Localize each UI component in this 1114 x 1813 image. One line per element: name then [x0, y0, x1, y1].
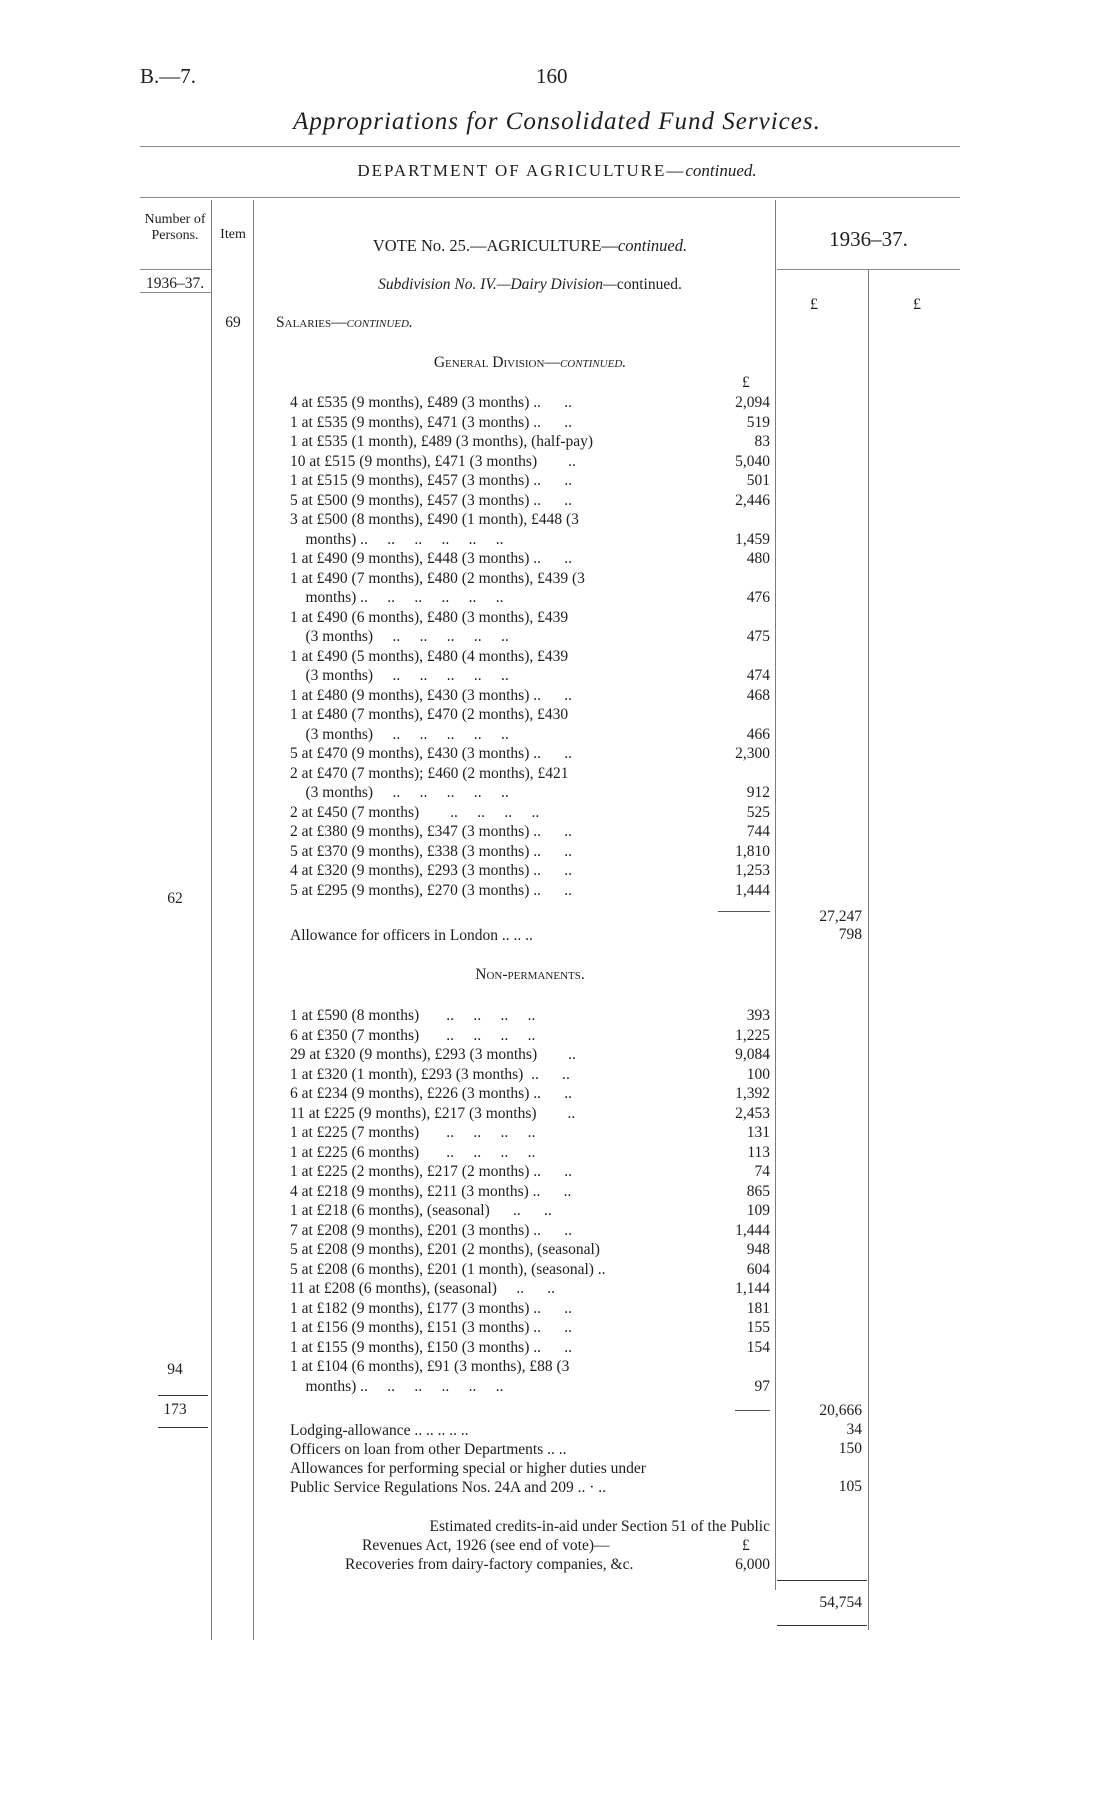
persons-sum-rule [158, 1395, 208, 1396]
credits-line-3: Recoveries from dairy-factory companies, &c. [345, 1556, 634, 1573]
allowances-row-1: Allowances for performing special or higher duties under [290, 1460, 646, 1477]
row-text: 1 at £535 (9 months), £471 (3 months) .. .. [290, 413, 572, 431]
row-text: 1 at £490 (6 months), £480 (3 months), £439 [290, 608, 569, 626]
grand-total: 54,754 [819, 1594, 862, 1611]
grand-total-rule-top [777, 1580, 867, 1581]
row-text: 6 at £234 (9 months), £226 (3 months) .. .. [290, 1085, 572, 1102]
non-permanent-row [290, 1123, 770, 1142]
non-permanent-row [290, 1045, 770, 1064]
row-text: (3 months) .. .. .. .. .. [290, 725, 509, 743]
row-text: 6 at £350 (7 months) .. .. .. .. [290, 1026, 536, 1044]
row-amount: 393 [746, 1007, 770, 1024]
persons-year: 1936–37. [145, 275, 205, 292]
credits-line-2: Revenues Act, 1926 (see end of vote)— [362, 1537, 610, 1554]
general-division-row [290, 452, 770, 471]
row-text: 1 at £225 (6 months) .. .. .. .. [290, 1143, 536, 1161]
row-amount: 83 [754, 433, 770, 450]
row-text: (3 months) .. .. .. .. .. [290, 667, 509, 684]
non-permanent-row [290, 1026, 770, 1045]
row-amount: 501 [746, 472, 770, 489]
persons-head-rule [140, 269, 211, 270]
allowances-row-2: Public Service Regulations Nos. 24A and 209 .. · .. [290, 1479, 606, 1496]
general-division-row [290, 627, 770, 646]
row-text: months) .. .. .. .. .. .. [290, 530, 504, 548]
general-division-row [290, 725, 770, 744]
row-text: months) .. .. .. .. .. .. [290, 589, 504, 606]
total-column-rule [868, 270, 869, 1630]
year-head-rule [777, 269, 960, 270]
general-persons: 62 [167, 890, 183, 907]
general-division-row [290, 647, 770, 666]
general-division-row [290, 842, 770, 861]
row-amount: 912 [746, 784, 770, 801]
report-code: B.—7. [140, 64, 197, 88]
row-text: months) .. .. .. .. .. .. [290, 1377, 504, 1395]
salaries-heading: Salaries—continued. [276, 314, 413, 331]
row-amount: 74 [754, 1163, 770, 1180]
non-permanent-row [290, 1377, 770, 1396]
row-amount: 744 [746, 823, 770, 840]
page-number: 160 [536, 64, 568, 88]
vote-title: VOTE No. 25.—AGRICULTURE—continued. [372, 236, 688, 255]
non-permanent-row [290, 1104, 770, 1123]
row-text: 1 at £590 (8 months) .. .. .. .. [290, 1007, 536, 1024]
on-loan-row: Officers on loan from other Departments .. .. [290, 1441, 567, 1458]
row-text: 4 at £535 (9 months), £489 (3 months) .. .. [290, 394, 572, 411]
row-amount: 476 [746, 589, 770, 606]
non-permanent-row [290, 1182, 770, 1201]
row-amount: 475 [746, 628, 770, 645]
row-amount: 154 [746, 1338, 770, 1356]
row-text: 29 at £320 (9 months), £293 (3 months) .. [290, 1046, 576, 1063]
non-permanent-row [290, 1240, 770, 1259]
non-permanent-row [290, 1006, 770, 1025]
row-text: 5 at £208 (9 months), £201 (2 months), (seasonal) [290, 1241, 600, 1258]
pound-sign-inner: £ [742, 374, 750, 391]
item-number: 69 [225, 314, 241, 331]
general-division-row [290, 432, 770, 451]
row-amount: 1,444 [735, 1221, 770, 1239]
persons-total-rule [158, 1427, 208, 1428]
row-text: 5 at £500 (9 months), £457 (3 months) .. .. [290, 491, 572, 509]
row-text: 1 at £156 (9 months), £151 (3 months) .. .. [290, 1319, 572, 1336]
non-permanent-row [290, 1318, 770, 1337]
row-text: 5 at £370 (9 months), £338 (3 months) .. .. [290, 842, 572, 860]
item-column-rule [253, 200, 254, 1640]
credits-pound-sign: £ [742, 1537, 750, 1554]
row-text: 1 at £490 (5 months), £480 (4 months), £439 [290, 647, 569, 665]
row-text: 1 at £320 (1 month), £293 (3 months) .. .. [290, 1065, 570, 1083]
dept-rule [140, 197, 960, 198]
row-text: 1 at £480 (9 months), £430 (3 months) .. .. [290, 686, 572, 704]
persons-column-rule [211, 200, 212, 1640]
row-amount: 865 [746, 1182, 770, 1200]
row-amount: 113 [747, 1143, 770, 1161]
general-division-row [290, 491, 770, 510]
row-text: 3 at £500 (8 months), £490 (1 month), £448 (3 [290, 511, 579, 528]
non-permanent-row [290, 1201, 770, 1220]
credits-line-1: Estimated credits-in-aid under Section 51 of the Public [429, 1518, 770, 1535]
row-text: 1 at £155 (9 months), £150 (3 months) .. .. [290, 1338, 572, 1356]
row-text: 1 at £104 (6 months), £91 (3 months), £88 (3 [290, 1358, 570, 1375]
row-text: 4 at £218 (9 months), £211 (3 months) .. .. [290, 1182, 572, 1200]
non-perm-total: 20,666 [819, 1402, 862, 1419]
on-loan-amount: 150 [838, 1440, 862, 1457]
london-allowance-amount: 798 [838, 926, 862, 943]
row-amount: 2,094 [735, 394, 770, 411]
row-amount: 2,446 [735, 491, 770, 509]
london-allowance-row [290, 926, 770, 945]
row-text: 1 at £515 (9 months), £457 (3 months) .. .. [290, 472, 572, 489]
row-amount: 948 [746, 1241, 770, 1258]
row-amount: 2,300 [735, 745, 770, 762]
general-total: 27,247 [819, 908, 862, 925]
non-perm-sum-rule [735, 1410, 770, 1411]
row-amount: 1,253 [735, 862, 770, 879]
row-text: 2 at £470 (7 months); £460 (2 months), £421 [290, 764, 569, 782]
allowances-amount: 105 [838, 1478, 862, 1495]
number-of-persons-heading: Number of Persons. [144, 212, 206, 243]
row-amount: 466 [746, 725, 770, 743]
non-permanent-row [290, 1260, 770, 1279]
general-sum-rule [718, 911, 770, 912]
row-amount: 474 [746, 667, 770, 684]
general-division-row [290, 549, 770, 568]
row-text: 5 at £208 (6 months), £201 (1 month), (seasonal) .. [290, 1260, 606, 1278]
non-permanent-row [290, 1065, 770, 1084]
non-permanent-row [290, 1299, 770, 1318]
general-division-row [290, 744, 770, 763]
row-amount: 131 [746, 1124, 770, 1141]
row-amount: 1,392 [735, 1085, 770, 1102]
title-rule [140, 146, 960, 147]
non-permanent-row [290, 1338, 770, 1357]
row-text: 7 at £208 (9 months), £201 (3 months) .. .. [290, 1221, 572, 1239]
row-text: 1 at £490 (7 months), £480 (2 months), £439 (3 [290, 569, 585, 587]
non-permanent-row [290, 1162, 770, 1181]
general-division-heading: General Division—continued. [433, 354, 627, 371]
row-amount: 109 [746, 1202, 770, 1219]
item-heading: Item [220, 227, 246, 242]
pound-sign-left: £ [810, 296, 818, 313]
non-permanent-row [290, 1221, 770, 1240]
general-division-row [290, 666, 770, 685]
row-text: 5 at £470 (9 months), £430 (3 months) .. .. [290, 745, 572, 762]
grand-total-rule-bottom [777, 1625, 867, 1626]
general-division-row [290, 471, 770, 490]
row-text: 1 at £182 (9 months), £177 (3 months) .. .. [290, 1299, 572, 1317]
row-amount: 604 [746, 1260, 770, 1278]
row-amount: 2,453 [735, 1104, 770, 1122]
general-division-row [290, 413, 770, 432]
row-text: 1 at £480 (7 months), £470 (2 months), £430 [290, 706, 569, 723]
row-amount: 1,810 [735, 842, 770, 860]
row-text: 1 at £535 (1 month), £489 (3 months), (half-pay) [290, 433, 594, 450]
row-amount: 1,144 [735, 1280, 770, 1297]
row-text: Allowance for officers in London .. .. .. [290, 927, 533, 944]
row-amount: 525 [746, 803, 770, 821]
general-division-row [290, 530, 770, 549]
row-text: 11 at £225 (9 months), £217 (3 months) .. [290, 1104, 576, 1122]
general-division-row [290, 861, 770, 880]
row-text: 10 at £515 (9 months), £471 (3 months) .. [290, 452, 576, 470]
general-division-row [290, 588, 770, 607]
general-division-row [290, 686, 770, 705]
amount-column-rule [775, 200, 776, 1590]
estimate-year: 1936–37. [829, 227, 908, 251]
row-text: 2 at £450 (7 months) .. .. .. .. [290, 803, 540, 821]
row-amount: 519 [746, 413, 770, 431]
general-division-row [290, 803, 770, 822]
non-permanent-row [290, 1084, 770, 1103]
page-title: Appropriations for Consolidated Fund Services. [293, 108, 821, 135]
non-permanent-row [290, 1143, 770, 1162]
row-amount: 1,225 [735, 1026, 770, 1044]
general-division-row [290, 764, 770, 783]
row-amount: 480 [746, 550, 770, 567]
row-text: 2 at £380 (9 months), £347 (3 months) .. .. [290, 823, 572, 840]
row-amount: 100 [746, 1065, 770, 1083]
non-permanent-row [290, 1279, 770, 1298]
row-amount: 9,084 [735, 1046, 770, 1063]
department-heading: DEPARTMENT OF AGRICULTURE—continued. [357, 161, 757, 180]
row-text: 5 at £295 (9 months), £270 (3 months) .. .. [290, 881, 572, 899]
row-text: (3 months) .. .. .. .. .. [290, 784, 509, 801]
row-amount: 5,040 [735, 452, 770, 470]
general-division-row [290, 822, 770, 841]
row-amount: 97 [754, 1377, 770, 1395]
row-amount: 1,459 [735, 530, 770, 548]
row-text: (3 months) .. .. .. .. .. [290, 628, 509, 645]
non-perm-persons: 94 [167, 1361, 183, 1378]
row-amount: 1,444 [735, 881, 770, 899]
row-amount: 155 [746, 1319, 770, 1336]
general-division-row [290, 783, 770, 802]
non-permanents-heading: Non-permanents. [475, 966, 585, 983]
row-text: 11 at £208 (6 months), (seasonal) .. .. [290, 1280, 556, 1297]
general-division-row [290, 705, 770, 724]
general-division-row [290, 393, 770, 412]
credits-amount: 6,000 [735, 1556, 770, 1573]
pound-sign-right: £ [913, 296, 921, 313]
general-division-row [290, 881, 770, 900]
total-persons: 173 [163, 1401, 187, 1418]
row-amount: 181 [746, 1299, 770, 1317]
row-amount: 468 [746, 686, 770, 704]
general-division-row [290, 510, 770, 529]
subdivision-title: Subdivision No. IV.—Dairy Division—continued. [378, 276, 682, 293]
row-text: 4 at £320 (9 months), £293 (3 months) .. .. [290, 862, 572, 879]
row-text: 1 at £225 (7 months) .. .. .. .. [290, 1124, 536, 1141]
row-text: 1 at £218 (6 months), (seasonal) .. .. [290, 1202, 552, 1219]
row-text: 1 at £490 (9 months), £448 (3 months) .. .. [290, 550, 572, 567]
general-division-row [290, 569, 770, 588]
lodging-row: Lodging-allowance .. .. .. .. .. [290, 1422, 469, 1439]
non-permanent-row [290, 1357, 770, 1376]
row-text: 1 at £225 (2 months), £217 (2 months) .. .. [290, 1163, 572, 1180]
lodging-amount: 34 [846, 1421, 862, 1438]
general-division-row [290, 608, 770, 627]
